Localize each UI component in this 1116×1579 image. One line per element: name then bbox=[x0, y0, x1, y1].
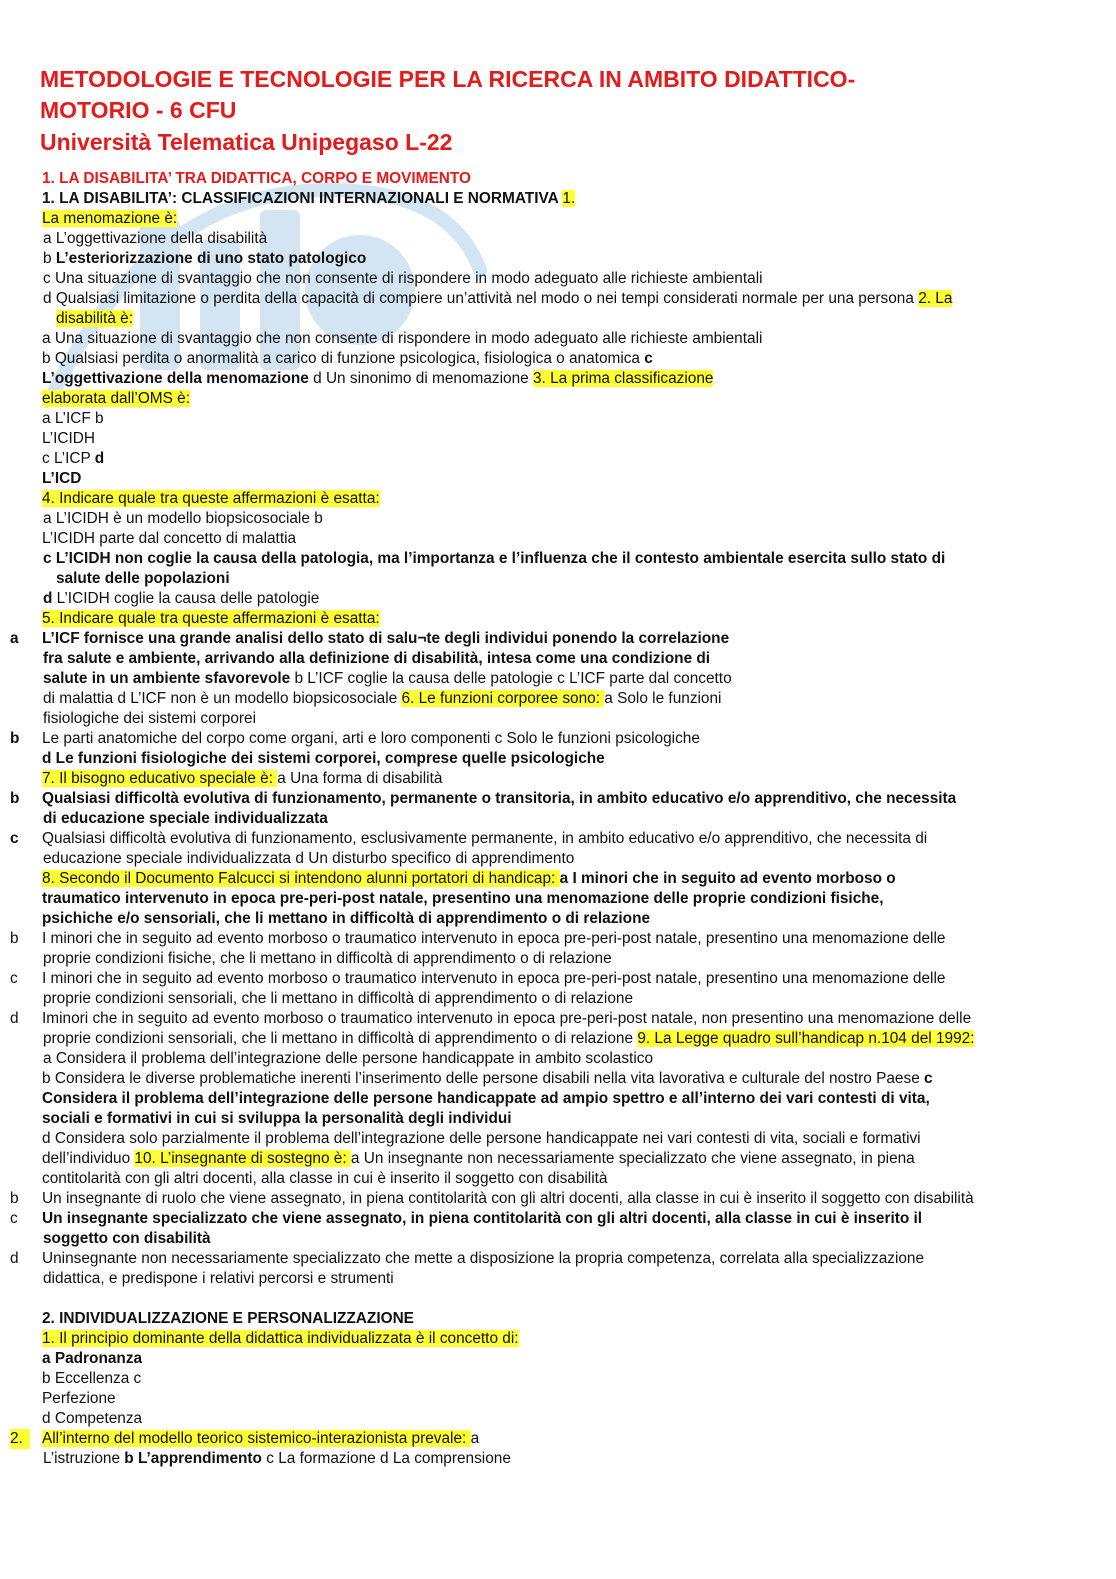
text-line-q3b bbox=[40, 429, 1080, 449]
bold-answer: d bbox=[94, 450, 105, 467]
text-segment: I minori che in seguito ad evento morboso o traumatico intervenuto in epoca pre-peri-post natale, presentino una menomazione delle bbox=[42, 970, 946, 987]
highlighted-question: 1. Il principio dominante della didattica individualizzata è il concetto di: bbox=[42, 1330, 519, 1347]
text-line-q8b bbox=[10, 929, 1080, 949]
text-segment: Un insegnante di ruolo che viene assegnato, in piena contitolarità con gli altri docenti, alla classe in cui è inserito il soggetto con disabilità bbox=[42, 1190, 974, 1207]
text-line-s2q1a bbox=[40, 1349, 1080, 1369]
option-marker: a bbox=[10, 630, 19, 647]
text-segment: b Considera le diverse problematiche inerenti l’inserimento delle persone disabili nella vita lavorativa e culturale del nostro Paese bbox=[42, 1070, 925, 1087]
text-segment: contitolarità con gli altri docenti, alla classe in cui è inserito il soggetto con disabilità bbox=[42, 1170, 608, 1187]
bold-answer: Qualsiasi difficoltà evolutiva di funzionamento, permanente o transitoria, in ambito educativo e/o apprenditivo, che necessita bbox=[42, 790, 957, 807]
text-segment: b bbox=[43, 250, 56, 267]
bold-answer: soggetto con disabilità bbox=[43, 1230, 211, 1247]
text-segment: di malattia d L’ICF non è un modello biopsicosociale bbox=[43, 690, 402, 707]
section-heading: 1. LA DISABILITA’ TRA DIDATTICA, CORPO E MOVIMENTO bbox=[42, 170, 471, 187]
text-segment: Qualsiasi difficoltà evolutiva di funzionamento, esclusivamente permanente, in ambito educativo e/o apprenditivo, che necessita di bbox=[42, 830, 928, 847]
text-line-q7b2 bbox=[40, 809, 1080, 829]
text-segment: Iminori che in seguito ad evento morboso o traumatico intervenuto in epoca pre-peri-post natale, non presentino una menomazione delle bbox=[42, 1010, 972, 1027]
text-line-q10d2 bbox=[40, 1269, 1080, 1289]
text-line-q7c bbox=[10, 829, 1080, 849]
text-line-q9c2 bbox=[40, 1109, 1080, 1129]
option-marker: b bbox=[10, 930, 19, 947]
text-segment: a L’ICF b bbox=[42, 410, 104, 427]
doc-title-line-1: METODOLOGIE E TECNOLOGIE PER LA RICERCA IN AMBITO DIDATTICO- bbox=[40, 66, 856, 92]
text-line-q4b bbox=[40, 529, 1080, 549]
bold-answer: L’esteriorizzazione di uno stato patologico bbox=[55, 250, 367, 267]
text-line-q7c2 bbox=[40, 849, 1080, 869]
option-marker: d bbox=[10, 1250, 19, 1267]
text-line-s1-sub bbox=[40, 189, 1080, 209]
text-line-q10a2 bbox=[40, 1169, 1080, 1189]
bold-answer: 1. LA DISABILITA’: CLASSIFICAZIONI INTERNAZIONALI E NORMATIVA bbox=[42, 190, 563, 207]
text-segment: d Considera solo parzialmente il problema dell’integrazione delle persone handicappate nei vari contesti di vita, sociali e formativi bbox=[42, 1130, 921, 1147]
bold-answer: fra salute e ambiente, arrivando alla definizione di disabilità, intesa come una condizione di bbox=[43, 650, 711, 667]
option-marker: c bbox=[10, 970, 18, 987]
text-segment: a Un insegnante non necessariamente specializzato che viene assegnato, in piena bbox=[350, 1150, 915, 1167]
highlighted-question: 3. La prima classificazione bbox=[532, 370, 714, 387]
document-body bbox=[10, 169, 1080, 1469]
bold-answer: salute in un ambiente sfavorevole bbox=[43, 670, 291, 687]
text-line-s1-title bbox=[40, 169, 1080, 189]
text-line-q2b bbox=[40, 349, 1080, 369]
text-line-q10c bbox=[10, 1209, 1080, 1229]
text-line-q10b bbox=[10, 1189, 1080, 1209]
bold-answer: L’ICF fornisce una grande analisi dello stato di salu¬te degli individui ponendo la correlazione bbox=[42, 630, 730, 647]
text-line-q4 bbox=[40, 489, 1080, 509]
text-line-q1d bbox=[40, 289, 1080, 309]
highlighted-question: elaborata dall’OMS è: bbox=[42, 390, 190, 407]
text-line-s2q1d bbox=[40, 1409, 1080, 1429]
text-segment: d Un sinonimo di menomazione bbox=[308, 370, 533, 387]
bold-answer: Un insegnante specializzato che viene assegnato, in piena contitolarità con gli altri docenti, alla classe in cui è inserito il bbox=[42, 1210, 923, 1227]
highlighted-question: 2. La bbox=[918, 290, 953, 307]
text-line-q5 bbox=[40, 609, 1080, 629]
text-line-q9c bbox=[40, 1089, 1080, 1109]
text-line-q7 bbox=[40, 769, 1080, 789]
text-segment: d Qualsiasi limitazione o perdita della capacità di compiere un’attività nel modo o nei tempi considerati normale per una persona bbox=[43, 290, 919, 307]
text-segment: dell’individuo bbox=[42, 1150, 135, 1167]
text-line-q1a bbox=[40, 229, 1080, 249]
text-segment: fisiologiche dei sistemi corporei bbox=[43, 710, 256, 727]
text-segment: L’ICIDH parte dal concetto di malattia bbox=[42, 530, 297, 547]
text-segment: L’ICIDH coglie la causa delle patologie bbox=[52, 590, 320, 607]
text-segment: a Solo le funzioni bbox=[604, 690, 722, 707]
text-line-q8a3 bbox=[40, 909, 1080, 929]
text-segment: c L’ICP bbox=[42, 450, 95, 467]
bold-answer: b L’apprendimento bbox=[124, 1450, 262, 1467]
text-segment: L’ICIDH bbox=[42, 430, 96, 447]
text-line-s2q1 bbox=[40, 1329, 1080, 1349]
text-segment: Uninsegnante non necessariamente specializzato che mette a disposizione la propria competenza, correlata alla specializzazione bbox=[42, 1250, 925, 1267]
text-line-q1 bbox=[40, 209, 1080, 229]
text-line-q3a bbox=[40, 409, 1080, 429]
option-marker: b bbox=[10, 790, 20, 807]
text-line-s2q2a bbox=[40, 1449, 1080, 1469]
option-marker: b bbox=[10, 730, 20, 747]
text-segment: Le parti anatomiche del corpo come organi, arti e loro componenti c Solo le funzioni psicologiche bbox=[42, 730, 700, 747]
document-page bbox=[10, 64, 1080, 1469]
bold-answer: psichiche e/o sensoriali, che li mettano in difficoltà di apprendimento o di relazione bbox=[42, 910, 651, 927]
doc-title-line-2: MOTORIO - 6 CFU bbox=[40, 97, 237, 123]
text-line-q4a bbox=[40, 509, 1080, 529]
highlighted-question: 6. Le funzioni corporee sono: bbox=[401, 690, 605, 707]
option-marker: c bbox=[10, 830, 19, 847]
text-line-q5a bbox=[10, 629, 1080, 649]
text-line-q8d2 bbox=[40, 1029, 1080, 1049]
text-line-q3d bbox=[40, 469, 1080, 489]
text-line-q8c2 bbox=[40, 989, 1080, 1009]
text-line-q9b bbox=[40, 1069, 1080, 1089]
text-line-q8d bbox=[10, 1009, 1080, 1029]
text-line-q6b bbox=[10, 729, 1080, 749]
highlighted-question: 7. Il bisogno educativo speciale è: bbox=[42, 770, 278, 787]
text-segment: proprie condizioni sensoriali, che li mettano in difficoltà di apprendimento o di relazione bbox=[43, 990, 634, 1007]
text-segment: b Eccellenza c bbox=[42, 1370, 142, 1387]
text-line-q4c2 bbox=[40, 569, 1080, 589]
text-segment: c La formazione d La comprensione bbox=[261, 1450, 511, 1467]
option-marker: c bbox=[10, 1210, 18, 1227]
text-line-q9d2 bbox=[40, 1149, 1080, 1169]
text-line-q2a bbox=[40, 329, 1080, 349]
text-segment: a bbox=[470, 1430, 480, 1447]
text-line-q3 bbox=[40, 389, 1080, 409]
text-line-q8b2 bbox=[40, 949, 1080, 969]
bold-answer: sociali e formativi in cui si sviluppa la personalità degli individui bbox=[42, 1110, 512, 1127]
bold-answer: a Padronanza bbox=[42, 1350, 143, 1367]
text-line-q5a3 bbox=[40, 669, 1080, 689]
text-line-q3c bbox=[40, 449, 1080, 469]
text-line-q4c bbox=[40, 549, 1080, 569]
text-segment: Perfezione bbox=[42, 1390, 116, 1407]
highlighted-question: All’interno del modello teorico sistemico-interazionista prevale: bbox=[42, 1430, 471, 1447]
bold-answer: L’ICD bbox=[42, 470, 82, 487]
option-marker: 2. bbox=[10, 1429, 30, 1449]
bold-answer: traumatico intervenuto in epoca pre-peri-post natale, presentino una menomazione delle proprie condizioni fisiche, bbox=[42, 890, 884, 907]
text-segment: didattica, e predispone i relativi percorsi e strumenti bbox=[43, 1270, 394, 1287]
text-segment: a Una forma di disabilità bbox=[277, 770, 443, 787]
bold-answer: a I minori che in seguito ad evento morboso o bbox=[559, 870, 896, 887]
doc-title bbox=[40, 64, 1080, 126]
text-segment: a L’oggettivazione della disabilità bbox=[43, 230, 268, 247]
highlighted-question: disabilità è: bbox=[56, 310, 133, 327]
bold-answer: c bbox=[924, 1070, 933, 1087]
text-line-q10c2 bbox=[40, 1229, 1080, 1249]
bold-answer: d bbox=[43, 590, 53, 607]
text-line-q2c bbox=[40, 369, 1080, 389]
text-line-q1b bbox=[40, 249, 1080, 269]
bold-answer: 2. INDIVIDUALIZZAZIONE E PERSONALIZZAZIONE bbox=[42, 1310, 414, 1327]
option-marker: d bbox=[10, 1010, 19, 1027]
text-line-q2 bbox=[40, 309, 1080, 329]
text-line-s2q1b bbox=[40, 1369, 1080, 1389]
text-line-q10d bbox=[10, 1249, 1080, 1269]
text-segment: c Una situazione di svantaggio che non consente di rispondere in modo adeguato alle richieste ambientali bbox=[43, 270, 763, 287]
text-line-q9d bbox=[40, 1129, 1080, 1149]
text-segment: a L’ICIDH è un modello biopsicosociale b bbox=[43, 510, 323, 527]
text-segment: b L’ICF coglie la causa delle patologie c L’ICF parte dal concetto bbox=[290, 670, 732, 687]
highlighted-question: 1. bbox=[562, 190, 576, 207]
text-line-q6d bbox=[40, 749, 1080, 769]
text-segment: a Una situazione di svantaggio che non consente di rispondere in modo adeguato alle richieste ambientali bbox=[42, 330, 763, 347]
text-segment: proprie condizioni fisiche, che li mettano in difficoltà di apprendimento o di relazione bbox=[43, 950, 612, 967]
text-segment: b Qualsiasi perdita o anormalità a carico di funzione psicologica, fisiologica o anatomica bbox=[42, 350, 645, 367]
doc-subtitle: Università Telematica Unipegaso L-22 bbox=[40, 129, 453, 155]
bold-answer: di educazione speciale individualizzata bbox=[43, 810, 328, 827]
highlighted-question: 8. Secondo il Documento Falcucci si intendono alunni portatori di handicap: bbox=[42, 870, 560, 887]
text-segment: I minori che in seguito ad evento morboso o traumatico intervenuto in epoca pre-peri-post natale, presentino una menomazione delle bbox=[42, 930, 946, 947]
text-segment: L’istruzione bbox=[43, 1450, 125, 1467]
highlighted-question: 4. Indicare quale tra queste affermazioni è esatta: bbox=[42, 490, 380, 507]
text-segment: proprie condizioni sensoriali, che li mettano in difficoltà di apprendimento o di relazione bbox=[43, 1030, 638, 1047]
text-line-s2q1c bbox=[40, 1389, 1080, 1409]
text-line-q7b bbox=[10, 789, 1080, 809]
text-line-q5c2 bbox=[40, 689, 1080, 709]
text-line-s2-title bbox=[40, 1309, 1080, 1329]
text-line-q1c bbox=[40, 269, 1080, 289]
text-segment: a Considera il problema dell’integrazione delle persone handicappate in ambito scolastico bbox=[43, 1050, 654, 1067]
text-line-q8 bbox=[40, 869, 1080, 889]
text-segment: d Competenza bbox=[42, 1410, 143, 1427]
text-line-s2q2 bbox=[10, 1429, 1080, 1449]
highlighted-question: La menomazione è: bbox=[42, 210, 178, 227]
option-marker: b bbox=[10, 1190, 19, 1207]
bold-answer: L’oggettivazione della menomazione bbox=[42, 370, 309, 387]
text-line-q8c bbox=[10, 969, 1080, 989]
bold-answer: c bbox=[644, 350, 653, 367]
highlighted-question: 9. La Legge quadro sull’handicap n.104 del 1992: bbox=[637, 1030, 975, 1047]
bold-answer: c L’ICIDH non coglie la causa della patologia, ma l’importanza e l’influenza che il contesto ambientale esercita sullo stato di bbox=[43, 550, 946, 567]
text-line-q8a2 bbox=[40, 889, 1080, 909]
bold-answer: Considera il problema dell’integrazione delle persone handicappate ad ampio spettro e all’interno dei vari contesti di vita, bbox=[42, 1090, 930, 1107]
text-line-q5a2 bbox=[40, 649, 1080, 669]
text-line-q9a bbox=[40, 1049, 1080, 1069]
bold-answer: salute delle popolazioni bbox=[56, 570, 230, 587]
highlighted-question: 10. L’insegnante di sostegno è: bbox=[134, 1150, 351, 1167]
text-line-gap1 bbox=[40, 1289, 1080, 1309]
bold-answer: d Le funzioni fisiologiche dei sistemi corporei, comprese quelle psicologiche bbox=[42, 750, 605, 767]
text-line-q4d bbox=[40, 589, 1080, 609]
highlighted-question: 5. Indicare quale tra queste affermazioni è esatta: bbox=[42, 610, 380, 627]
text-line-q6a2 bbox=[40, 709, 1080, 729]
text-segment: educazione speciale individualizzata d Un disturbo specifico di apprendimento bbox=[43, 850, 575, 867]
